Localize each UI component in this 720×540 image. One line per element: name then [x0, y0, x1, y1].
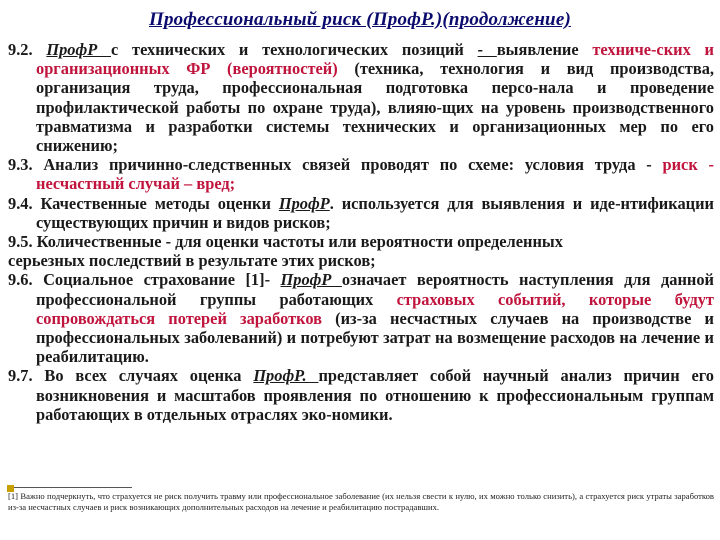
- term-profr: ПрофР: [280, 270, 342, 290]
- item-number: 9.6. Социальное страхование [1]-: [8, 270, 281, 290]
- term-profr: ПрофР.: [253, 366, 319, 386]
- text: . используется для выявления и иде-нтификации существующих причин и видов рисков;: [36, 193, 714, 232]
- text: с технических и технологических позиций: [110, 40, 478, 59]
- paragraph-9-6: [8, 270, 714, 366]
- footnote: [1] Важно подчеркнуть, что страхуется не риск получить травму или профессиональное заболевание (их нельзя свести к нулю, их можно только снизить), а страхуется риск утраты заработков из-за несчастных случаев и риск возникающих дополнительных расходов на лечение и реабилитацию пострадавших.: [8, 491, 714, 513]
- slide-title: Профессиональный риск (ПрофР.)(продолжение): [149, 9, 571, 30]
- term-profr: ПрофР: [278, 193, 330, 213]
- paragraph-9-4: [8, 194, 714, 232]
- text: представляет собой научный анализ причин его возникновения и масштабов проявления по отношению к профессиональным группам работающих в отдельных отраслях эко-номики.: [36, 366, 714, 424]
- text: -: [477, 40, 497, 59]
- highlight-red: риск - несчастный случай – вред;: [36, 155, 714, 194]
- text: выявление: [496, 40, 593, 59]
- highlight-red: страховых событий, которые будут сопровождаться потерей заработков: [36, 289, 714, 328]
- paragraph-9-7: [8, 366, 714, 424]
- paragraph-9-5-line-2: серьезных последствий в результате этих рисков;: [8, 251, 376, 271]
- paragraph-9-2: [8, 40, 714, 155]
- paragraph-9-5-line-1: 9.5. Количественные - для оценки частоты или вероятности определенных: [8, 232, 563, 252]
- text: 9.3. Анализ причинно-следственных связей проводят по схеме: условия труда -: [8, 155, 663, 175]
- text: 9.4. Качественные методы оценки: [8, 193, 279, 213]
- paragraph-9-3: [8, 155, 714, 193]
- item-number: 9.2.: [8, 40, 47, 59]
- footnote-divider: [14, 487, 132, 488]
- term-profr: ПрофР: [46, 40, 111, 59]
- text: (техника, технология и вид производства, организация труда, профессиональная подготовка персо-нала и проведение профилактической работы по охране труда), влияю-щих на уровень производственного травматизма и разработки системы технических и организационных мер по его снижению;: [36, 59, 714, 156]
- slide-body: [8, 40, 714, 424]
- text: (из-за несчастных случаев на производстве и профессиональных заболеваний) и потребуют затрат на возмещение расходов на лечение и реабилитацию.: [36, 308, 714, 367]
- text: 9.7. Во всех случаях оценка: [8, 366, 254, 386]
- text: означает вероятность наступления для данной профессиональной группы работающих: [36, 270, 714, 309]
- highlight-red: техниче-ских и организационных ФР (вероятностей): [36, 40, 714, 79]
